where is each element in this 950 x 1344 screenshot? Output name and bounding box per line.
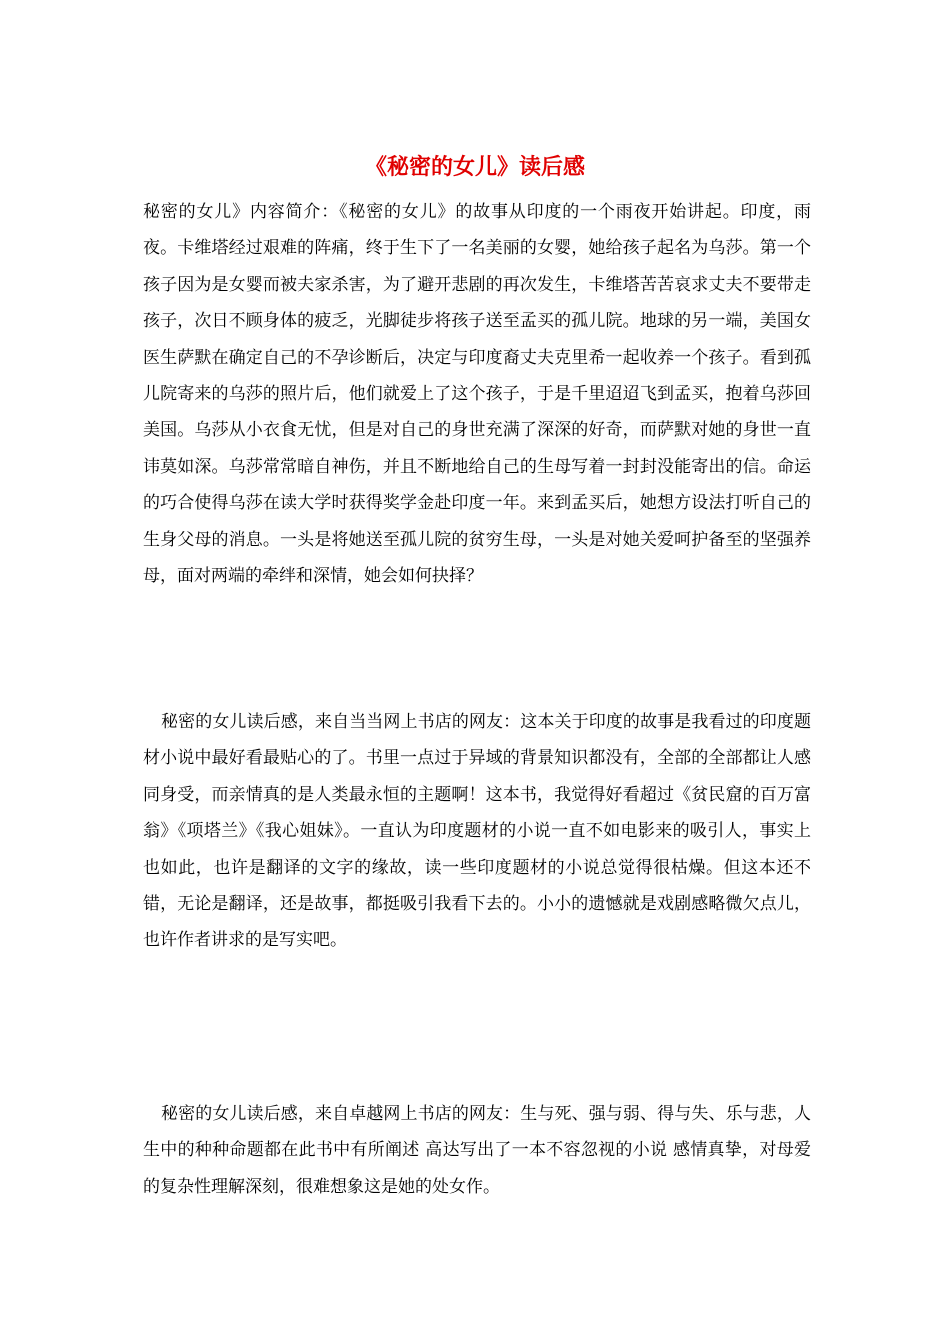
paragraph-review-joyo: 秘密的女儿读后感，来自卓越网上书店的网友：生与死、强与弱、得与失、乐与悲，人生中的种种命题都在此书中有所阐述 高达写出了一本不容忽视的小说 感情真挚，对母爱 的复杂性理解深刻，很难想象这是她的处女作。 (143, 1104, 811, 1197)
paragraph-summary: 秘密的女儿》内容简介：《秘密的女儿》的故事从印度的一个雨夜开始讲起。印度，雨夜。卡维塔经过艰难的阵痛，终于生下了一名美丽的女婴，她给孩子起名为乌莎。第一个孩子因为是女婴而被夫家杀害，为了避开悲剧的再次发生，卡维塔苦苦哀求丈夫不要带走孩子，次日不顾身体的疲乏，光脚徒步将孩子送至孟买的孤儿院。地球的另一端，美国女医生萨默在确定自己的不孕诊断后，决定与印度裔丈夫克里希一起收养一个孩子。看到孤儿院寄来的乌莎的照片后，他们就爱上了这个孩子，于是千里迢迢飞到孟买，抱着乌莎回美国。乌莎从小衣食无忧，但是对自己的身世充满了深深的好奇，而萨默对她的身世一直讳莫如深。乌莎常常暗自神伤，并且不断地给自己的生母写着一封封没能寄出的信。命运的巧合使得乌莎在读大学时获得奖学金赴印度一年。来到孟买后，她想方设法打听自己的生身父母的消息。一头是将她送至孤儿院的贫穷生母，一头是对她关爱呵护备至的坚强养母，面对两端的牵绊和深情，她会如何抉择？ (143, 202, 811, 587)
document-title: 《秘密的女儿》读后感 (364, 154, 585, 180)
paragraph-review-dangdang: 秘密的女儿读后感，来自当当网上书店的网友：这本关于印度的故事是我看过的印度题材小说中最好看最贴心的了。书里一点过于异域的背景知识都没有，全部的全部都让人感同身受，而亲情真的是人类最永恒的主题啊！这本书，我觉得好看超过《贫民窟的百万富翁》《项塔兰》《我心姐妹》。一直认为印度题材的小说一直不如电影来的吸引人，事实上也如此，也许是翻译的文字的缘故，读一些印度题材的小说总觉得很枯燥。但这本还不错，无论是翻译，还是故事，都挺吸引我看下去的。小小的遗憾就是戏剧感略微欠点儿，也许作者讲求的是写实吧。 (143, 712, 811, 951)
